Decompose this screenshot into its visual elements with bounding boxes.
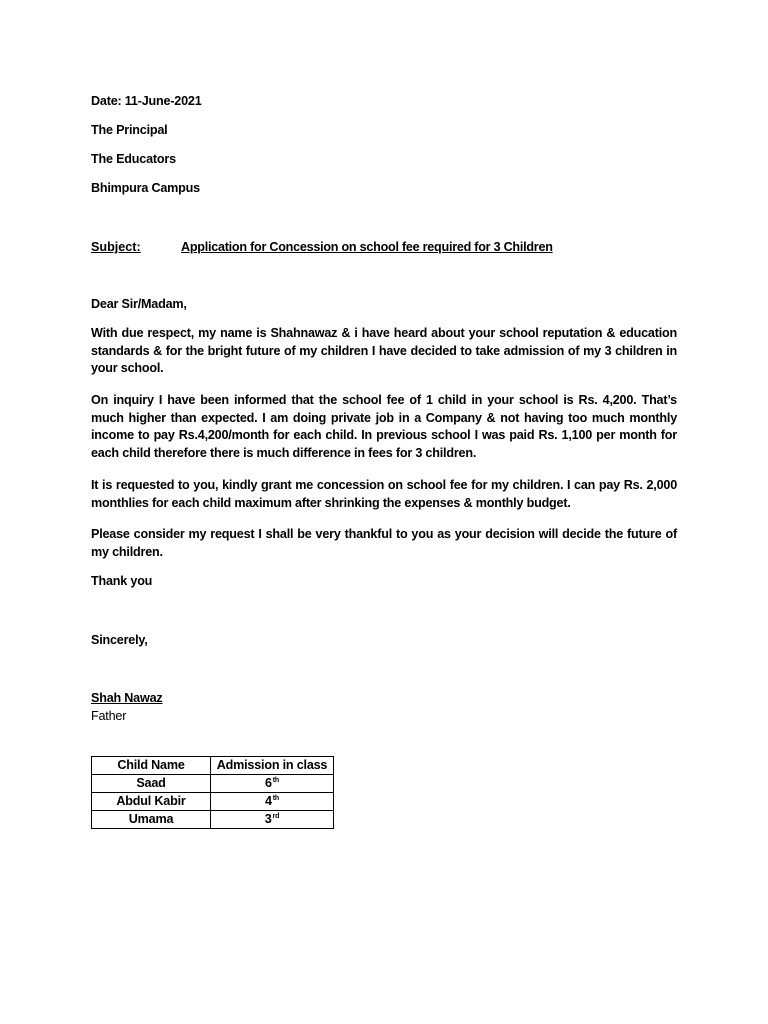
closing-line: Sincerely,	[91, 633, 148, 647]
recipient-campus: Bhimpura Campus	[91, 181, 200, 195]
subject-line	[91, 240, 677, 258]
child-name-cell: Abdul Kabir	[92, 793, 211, 811]
body-paragraph-1: With due respect, my name is Shahnawaz & i have heard about your school reputation & education standards & for the bright future of my children I have decided to take admission of my 3 children in your school.	[91, 326, 677, 376]
children-admission-table	[91, 756, 334, 829]
body-paragraph-3: It is requested to you, kindly grant me concession on school fee for my children. I can pay Rs. 2,000 monthlies for each child maximum after shrinking the expenses & monthly budget.	[91, 478, 677, 510]
subject-label: Subject:	[91, 240, 141, 254]
ordinal-suffix: th	[272, 777, 280, 784]
table-row	[92, 775, 334, 793]
class-number: 6	[264, 776, 272, 790]
salutation: Dear Sir/Madam,	[91, 297, 187, 311]
table-row	[92, 793, 334, 811]
admission-class-cell	[211, 811, 334, 829]
body-paragraph-4: Please consider my request I shall be very thankful to you as your decision will decide the future of my children.	[91, 527, 677, 559]
signature-name: Shah Nawaz	[91, 691, 163, 705]
child-name-cell: Saad	[92, 775, 211, 793]
admission-class-cell	[211, 793, 334, 811]
signature-relation: Father	[91, 709, 127, 723]
child-name-cell: Umama	[92, 811, 211, 829]
table-header-row	[92, 757, 334, 775]
ordinal-suffix: rd	[272, 813, 280, 820]
subject-text: Application for Concession on school fee required for 3 Children	[181, 240, 553, 254]
class-number: 3	[264, 812, 272, 826]
recipient-title: The Principal	[91, 123, 168, 137]
admission-class-cell	[211, 775, 334, 793]
letter-date: Date: 11-June-2021	[91, 94, 202, 108]
column-header-admission-class: Admission in class	[211, 757, 334, 775]
table-row	[92, 811, 334, 829]
ordinal-suffix: th	[272, 795, 280, 802]
class-number: 4	[264, 794, 272, 808]
column-header-child-name: Child Name	[92, 757, 211, 775]
recipient-organization: The Educators	[91, 152, 176, 166]
thank-you-line: Thank you	[91, 574, 153, 588]
body-paragraph-2: On inquiry I have been informed that the school fee of 1 child in your school is Rs. 4,200. That’s much higher than expected. I am doing private job in a Company & not having too much monthly income to pay Rs.4,200/month for each child. In previous school I was paid Rs. 1,100 per month for each child therefore there is much difference in fees for 3 children.	[91, 393, 677, 460]
